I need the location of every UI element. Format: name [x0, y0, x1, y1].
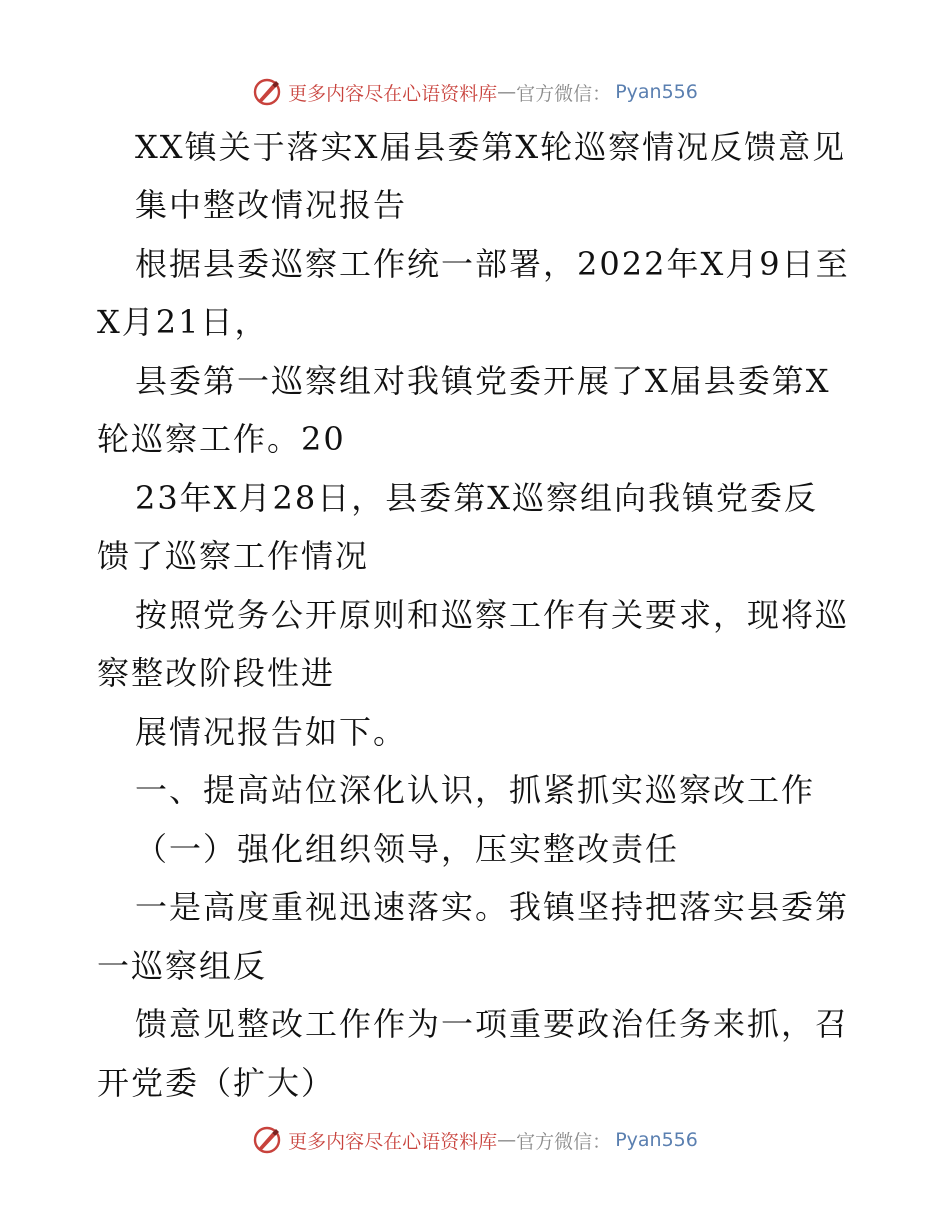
document-title-line-1: XX镇关于落实X届县委第X轮巡察情况反馈意见 [135, 128, 847, 166]
paragraph-line: 根据县委巡察工作统一部署，2022年X月9日至 [135, 245, 850, 283]
document-title-line-2: 集中整改情况报告 [135, 186, 408, 224]
paragraph-line: 轮巡察工作。20 [97, 420, 346, 458]
watermark-brand: 更多内容尽在心语资料库 [288, 82, 498, 105]
paragraph-line: 馈意见整改工作作为一项重要政治任务来抓，召 [135, 1005, 850, 1043]
paragraph-line: 一是高度重视迅速落实。我镇坚持把落实县委第 [135, 888, 850, 926]
footer-watermark [0, 1120, 950, 1160]
paragraph-line: X月21日， [97, 303, 269, 341]
paragraph-line: 县委第一巡察组对我镇党委开展了X届县委第X [135, 362, 831, 400]
header-watermark [0, 72, 950, 112]
watermark-dash: — [497, 1129, 517, 1151]
watermark-label: 官方微信： [516, 82, 612, 105]
paragraph-line: 察整改阶段性进 [97, 654, 336, 692]
subsection-heading-1: （一）强化组织领导，压实整改责任 [135, 830, 680, 868]
paragraph-line: 23年X月28日，县委第X巡察组向我镇党委反 [135, 479, 819, 517]
paragraph-line: 按照党务公开原则和巡察工作有关要求，现将巡 [135, 596, 850, 634]
paragraph-line: 开党委（扩大） [97, 1064, 336, 1102]
watermark-dash: — [497, 81, 517, 103]
watermark-account: Pyan556 [615, 1129, 698, 1151]
paragraph-line: 馈了巡察工作情况 [97, 537, 370, 575]
paragraph-line: 展情况报告如下。 [135, 713, 408, 751]
watermark-account: Pyan556 [615, 81, 698, 103]
pen-circle-logo-icon [252, 1125, 282, 1155]
watermark-brand: 更多内容尽在心语资料库 [288, 1130, 498, 1153]
watermark-label: 官方微信： [516, 1130, 612, 1153]
pen-circle-logo-icon [252, 77, 282, 107]
paragraph-line: 一巡察组反 [97, 947, 268, 985]
section-heading-1: 一、提高站位深化认识，抓紧抓实巡察改工作 [135, 771, 816, 809]
